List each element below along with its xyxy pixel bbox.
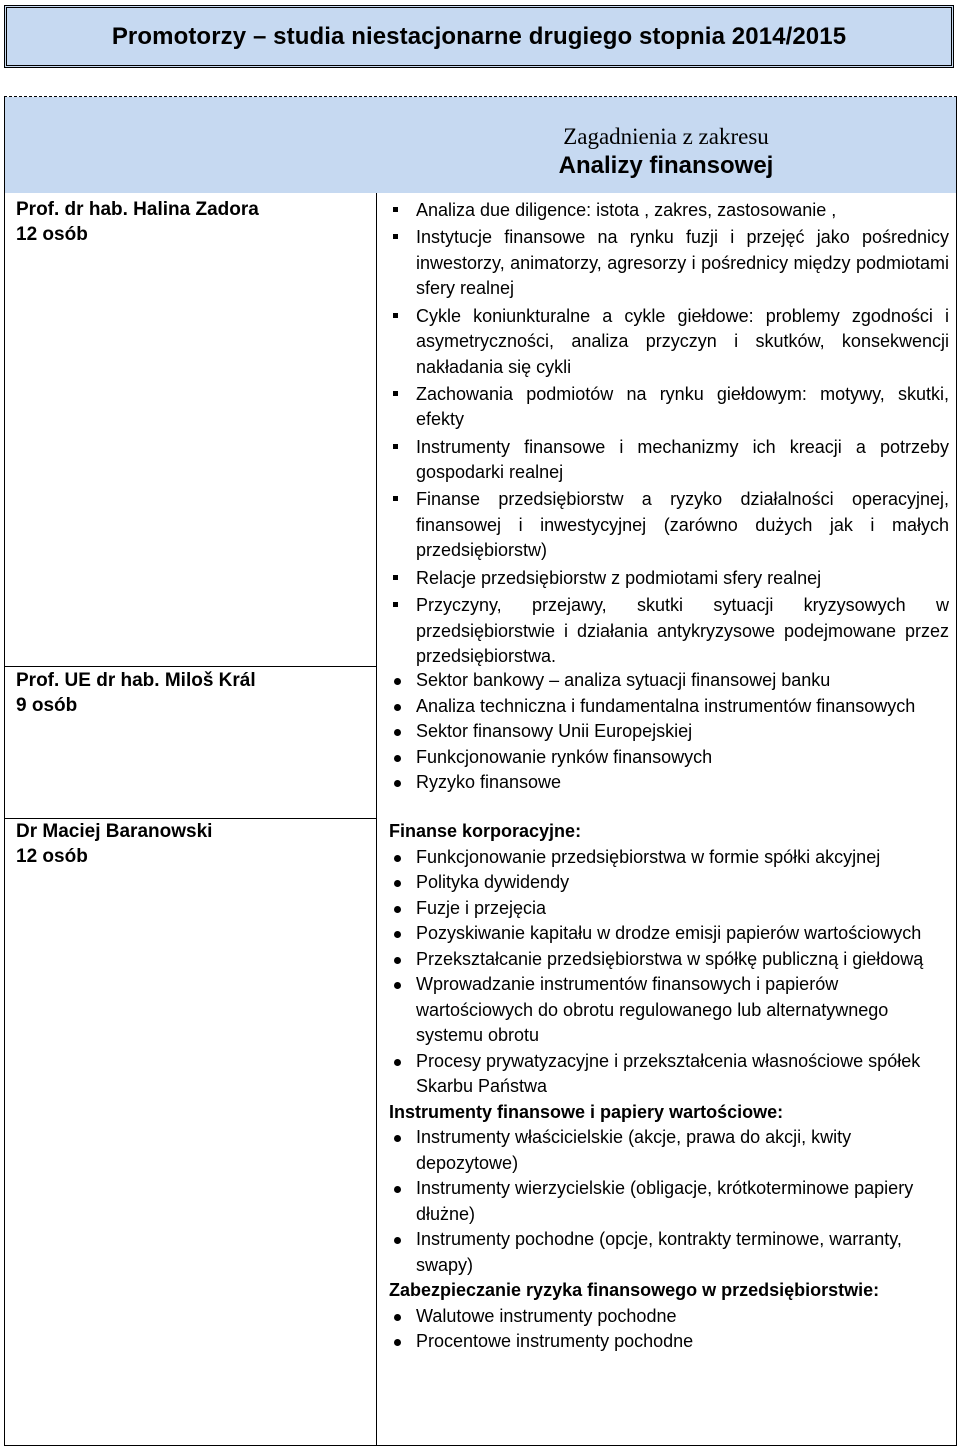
document-title-box xyxy=(4,5,954,68)
header-subtitle: Zagadnienia z zakresu xyxy=(563,124,769,149)
header-title: Analizy finansowej xyxy=(558,152,774,179)
topics-cell-1 xyxy=(389,198,949,671)
section-heading: Finanse korporacyjne: xyxy=(389,821,582,841)
table-top-border xyxy=(4,96,957,97)
list-item: Relacje przedsiębiorstw z podmiotami sfery realnej xyxy=(389,566,949,592)
topic-list xyxy=(389,198,949,670)
list-item: Polityka dywidendy xyxy=(389,870,949,896)
topic-list xyxy=(389,1304,949,1355)
list-item: Procesy prywatyzacyjne i przekształcenia własnościowe spółek Skarbu Państwa xyxy=(389,1049,949,1100)
list-item: Sektor bankowy – analiza sytuacji finansowej banku xyxy=(389,668,949,694)
lecturer-capacity: 12 osób xyxy=(16,224,88,245)
list-item: Instrumenty pochodne (opcje, kontrakty terminowe, warranty, swapy) xyxy=(389,1227,949,1278)
list-item: Przekształcanie przedsiębiorstwa w spółkę publiczną i giełdową xyxy=(389,947,949,973)
lecturer-name: Prof. dr hab. Halina Zadora xyxy=(16,199,259,220)
lecturer-cell-1 xyxy=(16,197,366,247)
list-item: Fuzje i przejęcia xyxy=(389,896,949,922)
lecturer-cell-2 xyxy=(16,668,366,718)
list-item: Instrumenty finansowe i mechanizmy ich kreacji a potrzeby gospodarki realnej xyxy=(389,435,949,486)
table-left-border xyxy=(4,96,5,1446)
list-item: Procentowe instrumenty pochodne xyxy=(389,1329,949,1355)
lecturer-capacity: 9 osób xyxy=(16,695,78,716)
list-item: Funkcjonowanie rynków finansowych xyxy=(389,745,949,771)
list-item: Ryzyko finansowe xyxy=(389,770,949,796)
topic-list xyxy=(389,668,949,796)
list-item: Finanse przedsiębiorstw a ryzyko działalności operacyjnej, finansowej i inwestycyjnej (zarówno dużych jak i małych przedsiębiorstw) xyxy=(389,487,949,564)
list-item: Instrumenty wierzycielskie (obligacje, krótkoterminowe papiery dłużne) xyxy=(389,1176,949,1227)
list-item: Funkcjonowanie przedsiębiorstwa w formie spółki akcyjnej xyxy=(389,845,949,871)
list-item: Wprowadzanie instrumentów finansowych i papierów wartościowych do obrotu regulowanego lub alternatywnego systemu obrotu xyxy=(389,972,949,1049)
list-item: Instrumenty właścicielskie (akcje, prawa do akcji, kwity depozytowe) xyxy=(389,1125,949,1176)
list-item: Pozyskiwanie kapitału w drodze emisji papierów wartościowych xyxy=(389,921,949,947)
list-item: Sektor finansowy Unii Europejskiej xyxy=(389,719,949,745)
table-bottom-border xyxy=(4,1445,957,1446)
list-item: Przyczyny, przejawy, skutki sytuacji kryzysowych w przedsiębiorstwie i działania antykryzysowe podejmowane przez przedsiębiorstwa. xyxy=(389,593,949,670)
lecturer-cell-3 xyxy=(16,819,366,869)
topics-cell-3 xyxy=(389,819,949,1355)
promoters-table xyxy=(4,96,957,1446)
lecturer-name: Dr Maciej Baranowski xyxy=(16,821,213,842)
list-item: Zachowania podmiotów na rynku giełdowym: motywy, skutki, efekty xyxy=(389,382,949,433)
topics-cell-2 xyxy=(389,668,949,796)
topic-list xyxy=(389,1125,949,1278)
row-divider-1 xyxy=(4,666,376,667)
section-heading: Zabezpieczanie ryzyka finansowego w przedsiębiorstwie: xyxy=(389,1280,880,1300)
list-item: Analiza due diligence: istota , zakres, zastosowanie , xyxy=(389,198,949,224)
document-title: Promotorzy – studia niestacjonarne drugiego stopnia 2014/2015 xyxy=(111,22,847,50)
lecturer-capacity: 12 osób xyxy=(16,846,88,867)
lecturer-name: Prof. UE dr hab. Miloš Král xyxy=(16,670,256,691)
table-right-border xyxy=(956,96,957,1446)
section-heading: Instrumenty finansowe i papiery wartościowe: xyxy=(389,1101,784,1122)
list-item: Cykle koniunkturalne a cykle giełdowe: problemy zgodności i asymetryczności, analiza przyczyn i skutków, konsekwencji nakładania się cykli xyxy=(389,304,949,381)
list-item: Instytucje finansowe na rynku fuzji i przejęć jako pośrednicy inwestorzy, animatorzy, agresorzy i pośrednicy między podmiotami sfery realnej xyxy=(389,225,949,302)
column-divider xyxy=(376,193,377,1446)
topic-list xyxy=(389,845,949,1100)
list-item: Analiza techniczna i fundamentalna instrumentów finansowych xyxy=(389,694,949,720)
list-item: Walutowe instrumenty pochodne xyxy=(389,1304,949,1330)
